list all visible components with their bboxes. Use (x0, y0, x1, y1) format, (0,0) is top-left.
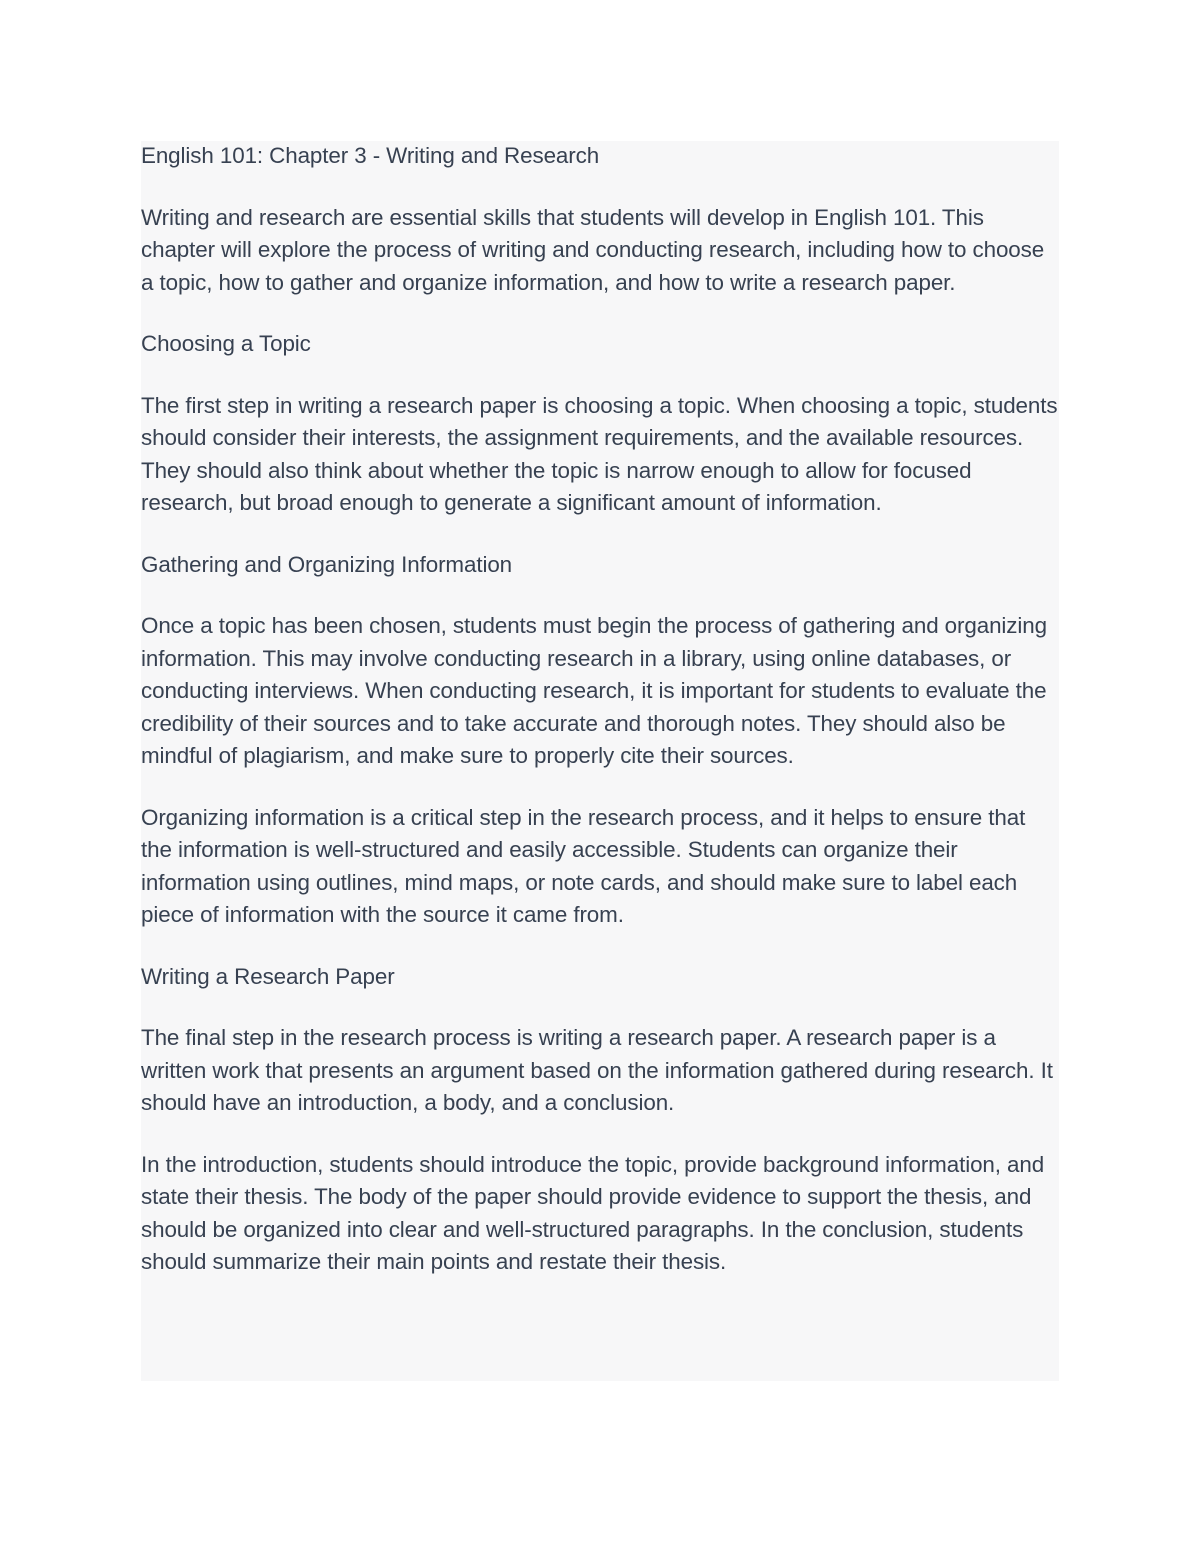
section-heading-writing-paper: Writing a Research Paper (141, 963, 395, 989)
text-content-block (141, 141, 1059, 1381)
organizing-paragraph: Organizing information is a critical step in the research process, and it helps to ensure that the information is well-structured and easily accessible. Students can organize their information using outlines, mind maps, or note cards, and should make sure to label each piece of information with the source it came from. (141, 804, 1026, 927)
introduction-body-conclusion-paragraph: In the introduction, students should introduce the topic, provide background information, and state their thesis. The body of the paper should provide evidence to support the thesis, and should be organized into clear and well-structured paragraphs. In the conclusion, students should summarize their main points and restate their thesis. (141, 1151, 1045, 1274)
intro-paragraph: Writing and research are essential skills that students will develop in English 101. This chapter will explore the process of writing and conducting research, including how to choose a topic, how to gather and organize information, and how to write a research paper. (141, 204, 1045, 295)
writing-paper-paragraph: The final step in the research process is writing a research paper. A research paper is a written work that presents an argument based on the information gathered during research. It should have an introduction, a body, and a conclusion. (141, 1025, 1053, 1115)
section-heading-gathering-organizing: Gathering and Organizing Information (141, 551, 513, 577)
text-wrapper (141, 140, 1059, 1279)
choosing-topic-paragraph: The first step in writing a research paper is choosing a topic. When choosing a topic, students should consider their interests, the assignment requirements, and the available resources. They should also think about whether the topic is narrow enough to allow for focused research, but broad enough to generate a significant amount of information. (141, 392, 1058, 515)
gathering-paragraph: Once a topic has been chosen, students must begin the process of gathering and organizing information. This may involve conducting research in a library, using online databases, or conducting interviews. When conducting research, it is important for students to evaluate the credibility of their sources and to take accurate and thorough notes. They should also be mindful of plagiarism, and make sure to properly cite their sources. (141, 613, 1047, 768)
document-title: English 101: Chapter 3 - Writing and Research (141, 143, 600, 168)
section-heading-choosing-topic: Choosing a Topic (141, 331, 311, 356)
